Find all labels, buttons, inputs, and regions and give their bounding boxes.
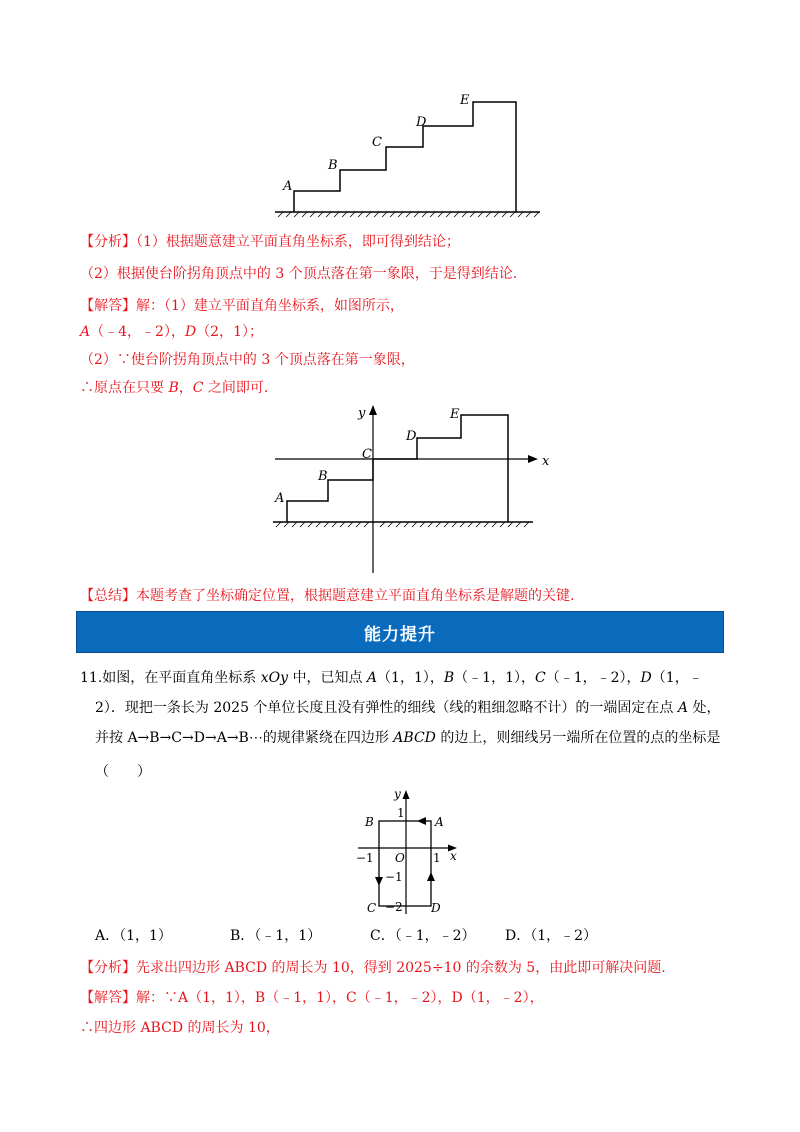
answer2-text: 解：∵A（1，1），B（﹣1，1），C（﹣1，﹣2），D（1，﹣2），	[136, 990, 544, 1006]
analysis2-tag: 【分析】	[80, 960, 136, 976]
q-point-d: D	[640, 670, 652, 686]
choice-c[interactable]: C．（﹣1，﹣2）	[370, 928, 476, 944]
q-point-c: C	[535, 670, 546, 686]
analysis-text-1: （1）根据题意建立平面直角坐标系，即可得到结论；	[136, 234, 460, 250]
answer-text-1: 解：（1）建立平面直角坐标系，如图所示，	[136, 298, 404, 314]
analysis-text-2: （2）根据使台阶拐角顶点中的 3 个顶点落在第一象限，于是得到结论.	[80, 266, 518, 282]
point-label-a-3: A	[435, 815, 444, 829]
point-label-d: D	[416, 115, 427, 130]
q-abcd: ABCD	[393, 730, 436, 746]
summary-line	[80, 586, 574, 606]
q-paren: （ ）	[95, 764, 151, 780]
analysis-line-2	[80, 264, 517, 284]
summary-tag: 【总结】	[80, 588, 136, 604]
tick-label-y-1: 1	[397, 806, 405, 820]
arrow-a-to-b	[417, 817, 426, 825]
answer-text-4e: 之间即可.	[203, 380, 269, 396]
answer-line-1	[80, 296, 404, 316]
x-axis-arrow	[528, 455, 538, 463]
q-text-3: 并按 A→B→C→D→A→B⋯的规律紧绕在四边形	[95, 730, 394, 746]
q-point-b: B	[443, 670, 455, 686]
answer-text-3: （2）∵使台阶拐角顶点中的 3 个顶点落在第一象限，	[80, 352, 415, 368]
choice-d[interactable]: D．（1，﹣2）	[505, 928, 598, 944]
section-banner-title: 能力提升	[364, 624, 436, 645]
point-label-b-2: B	[318, 469, 328, 484]
point-label-c: C	[372, 135, 382, 150]
choice-a[interactable]: A．（1，1）	[95, 928, 172, 944]
summary-text: 本题考查了坐标确定位置，根据题意建立平面直角坐标系是解题的关键.	[136, 588, 575, 604]
origin-label: O	[395, 851, 405, 865]
answer-coord-d: （2，1）；	[196, 324, 264, 340]
axis-label-x: x	[542, 454, 550, 469]
answer-tag: 【解答】	[80, 298, 136, 314]
answer-text-4a: ∴原点在只要	[80, 380, 169, 396]
q-coord-d: （1，﹣	[651, 670, 703, 686]
question-line-1	[80, 668, 703, 688]
answer-text-4c: ，	[178, 380, 193, 396]
y-axis-arrow	[369, 405, 377, 415]
answer2-line-1	[80, 988, 544, 1008]
y-axis-arrow-3	[403, 790, 410, 799]
answer-point-a: A	[80, 324, 91, 340]
point-label-a: A	[283, 179, 293, 194]
tick-label-y-minus2: −2	[385, 900, 403, 914]
q-text-2: 2）．现把一条长为 2025 个单位长度且没有弹性的细线（线的粗细忽略不计）的一端固定在点	[95, 700, 678, 716]
axis-label-y: y	[358, 406, 366, 421]
axis-label-y-3: y	[394, 787, 401, 801]
section-banner	[76, 611, 724, 653]
q-text-2b: 处，	[688, 700, 721, 716]
analysis-line-1	[80, 232, 460, 252]
answer-line-3	[80, 350, 415, 370]
q-text-1b: 中，已知点	[288, 670, 367, 686]
answer2-line-2	[80, 1018, 280, 1038]
point-label-b: B	[328, 158, 338, 173]
answer-line-4	[80, 378, 268, 398]
staircase-axes-figure	[270, 403, 560, 578]
q-text-3b: 的边上，则细线另一端所在位置的点的坐标是	[435, 730, 721, 746]
point-label-b-3: B	[365, 815, 374, 829]
q-point-a-2: A	[677, 700, 689, 716]
point-label-a-2: A	[275, 491, 285, 506]
point-label-e: E	[460, 93, 470, 108]
q-coord-c: （﹣1，﹣2），	[545, 670, 641, 686]
analysis-tag: 【分析】	[80, 234, 136, 250]
choice-b[interactable]: B．（﹣1，1）	[230, 928, 322, 944]
point-label-d-2: D	[406, 429, 417, 444]
answer-point-b: B	[168, 380, 179, 396]
question-line-2	[95, 698, 720, 718]
axis-label-x-3: x	[450, 849, 457, 863]
analysis2-text: 先求出四边形 ABCD 的周长为 10，得到 2025÷10 的余数为 5，由此即可解决问题.	[136, 960, 666, 976]
answer2-text-2: ∴四边形 ABCD 的周长为 10，	[80, 1020, 280, 1036]
point-label-d-3: D	[431, 901, 441, 915]
staircase-outline	[294, 102, 516, 212]
q-coord-a: （1，1），	[377, 670, 444, 686]
q-xoy: xOy	[260, 670, 289, 686]
answer-point-c: C	[192, 380, 204, 396]
analysis2-line	[80, 958, 666, 978]
q-coord-b: （﹣1，1），	[454, 670, 535, 686]
point-label-e-2: E	[450, 407, 460, 422]
answer-line-2	[80, 322, 263, 342]
answer-coord-a: （﹣4，﹣2），	[90, 324, 185, 340]
tick-label-y-minus1: −1	[385, 870, 403, 884]
answer2-tag: 【解答】	[80, 990, 136, 1006]
tick-label-x-minus1: −1	[356, 851, 374, 865]
answer-point-d: D	[184, 324, 197, 340]
rectangle-figure	[355, 786, 470, 918]
arrow-d-to-a	[427, 872, 435, 881]
point-label-c-3: C	[367, 901, 377, 915]
question-line-3	[95, 728, 720, 748]
tick-label-x-1: 1	[433, 851, 441, 865]
point-label-c-2: C	[362, 447, 372, 462]
staircase-figure	[270, 90, 550, 220]
q-point-a: A	[366, 670, 378, 686]
question-line-4	[95, 762, 151, 782]
arrow-b-to-c	[375, 877, 383, 886]
q-text-1: 11.如图，在平面直角坐标系	[80, 670, 261, 686]
rectangle-abcd	[379, 821, 431, 906]
